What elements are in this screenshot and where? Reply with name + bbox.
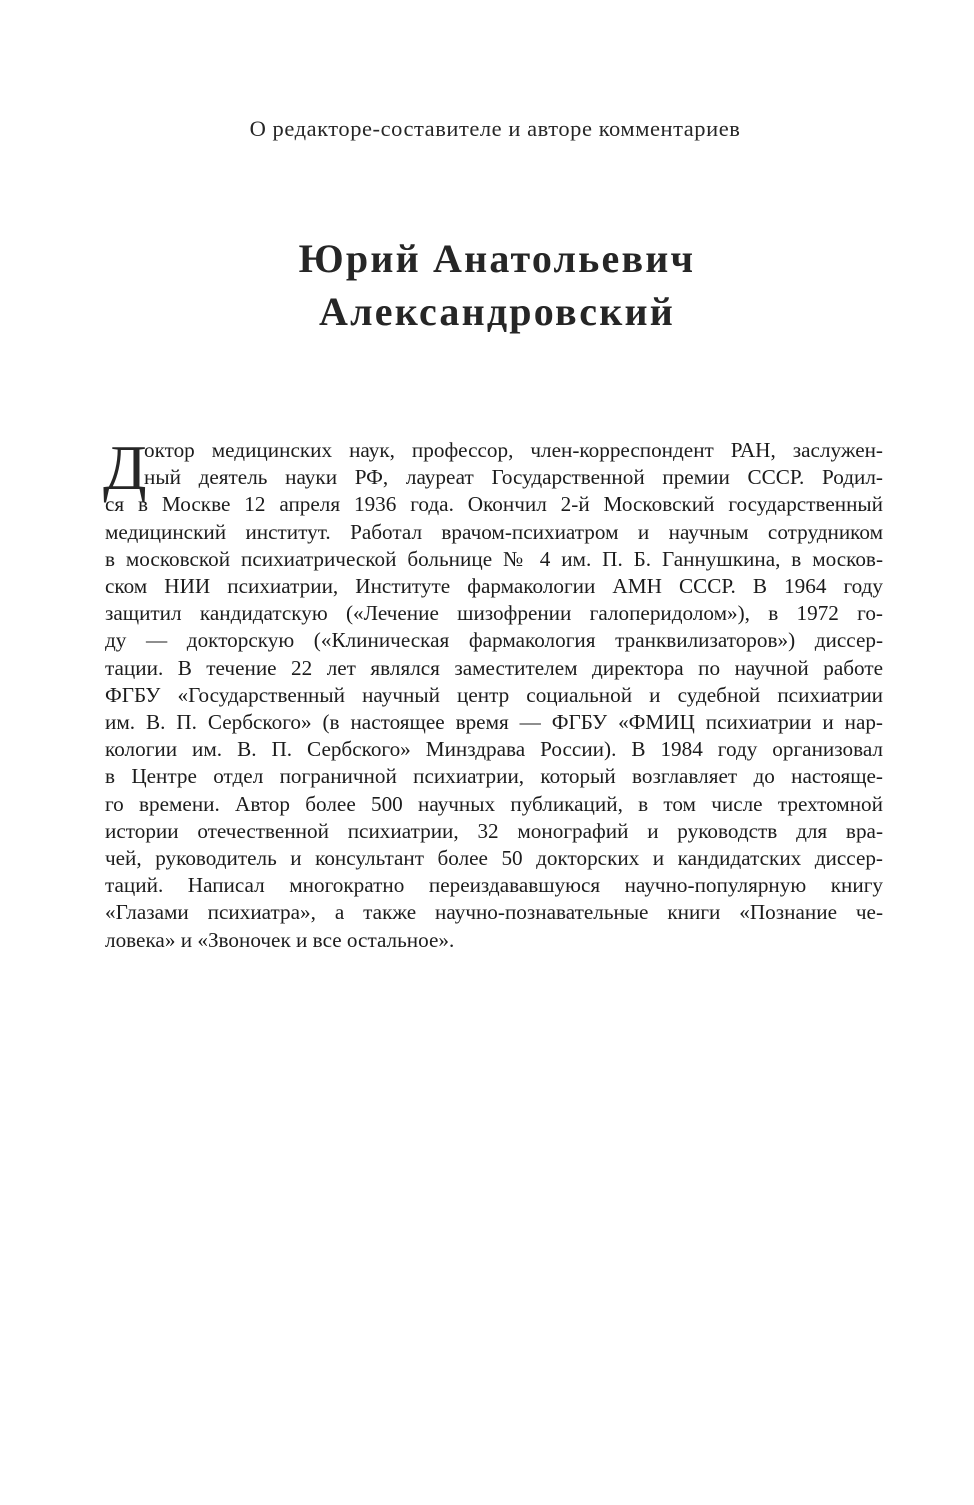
bio-line: ском НИИ психиатрии, Институте фармакологии АМН СССР. В 1964 году [105,574,883,599]
bio-line: «Глазами психиатра», а также научно-познавательные книги «Познание че- [105,900,883,925]
bio-line: тации. В течение 22 лет являлся заместителем директора по научной работе [105,655,883,680]
bio-line: медицинский институт. Работал врачом-психиатром и научным сотрудником [105,519,883,544]
bio-line: ный деятель науки РФ, лауреат Государственной премии СССР. Родил- [144,465,883,490]
bio-line: кологии им. В. П. Сербского» Минздрава России). В 1984 году организовал [105,737,883,762]
author-name-second-line: Александровский [319,289,675,334]
bio-line: ся в Москве 12 апреля 1936 года. Окончил 2-й Московский государственный [105,492,883,517]
bio-line: истории отечественной психиатрии, 32 монографий и руководств для вра- [105,818,883,843]
bio-line: ФГБУ «Государственный научный центр социальной и судебной психиатрии [105,682,883,707]
bio-line: в Центре отдел пограничной психиатрии, который возглавляет до настояще- [105,764,883,789]
author-biography [103,432,883,954]
section-heading: О редакторе-составителе и авторе комментариев [249,116,741,141]
bio-line: защитил кандидатскую («Лечение шизофрении галоперидолом»), в 1972 го- [105,601,883,626]
drop-cap: Д [103,432,147,503]
author-name-first-line: Юрий Анатольевич [298,236,696,281]
bio-line: им. В. П. Сербского» (в настоящее время — ФГБУ «ФМИЦ психиатрии и нар- [105,710,883,735]
bio-line: го времени. Автор более 500 научных публикаций, в том числе трехтомной [105,791,883,816]
bio-line: октор медицинских наук, профессор, член-корреспондент РАН, заслужен- [144,438,883,462]
bio-line: чей, руководитель и консультант более 50 докторских и кандидатских диссер- [105,846,883,871]
author-name [0,232,974,338]
bio-line: в московской психиатрической больнице № 4 им. П. Б. Ганнушкина, в москов- [105,546,883,571]
bio-line: ловека» и «Звоночек и все остальное». [105,927,455,952]
bio-line: таций. Написал многократно переиздававшуюся научно-популярную книгу [105,873,883,898]
bio-line: ду — докторскую («Клиническая фармакология транквилизаторов») диссер- [105,628,883,653]
